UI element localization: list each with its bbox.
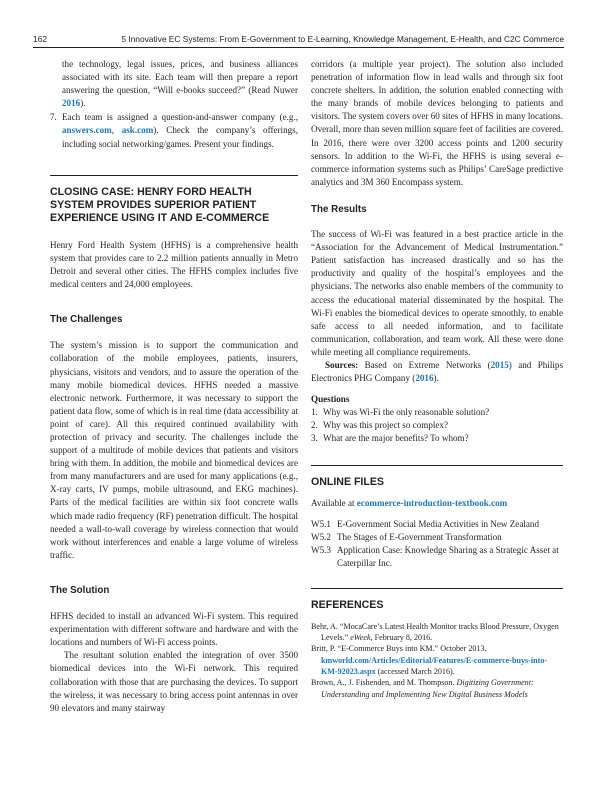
header-rule (33, 47, 564, 48)
challenges-text: The system’s mission is to support the communication and collaboration of the mobile employees, patients, insurers, physicians, visitors and vendors, and to assure the operation of the many mobile biomedical devices. HFHS needed a massive electronic network. Furthermore, it was necessary to support the patient data flow, some of which is in real time (data accessibility at point of care). All this required continued availability with protection of privacy and security. The challenges include the support of a multitude of mobile devices that patients and visitors bring with them. In addition, the mobile and biomedical devices are from many manufacturers and are used for many applications (e.g., X-ray carts, IV pumps, mobile ultrasound, and EKG machines). Parts of the medical facilities are within six foot concrete walls which made radio frequency (RF) penetration difficult. The hospital needed a wall-to-wall coverage by wireless connection that would work without interferences and enable a large volume of wireless traffic. (50, 340, 298, 560)
challenges-heading: The Challenges (50, 314, 123, 326)
textbook-link[interactable]: ecommerce-introduction-textbook.com (356, 497, 508, 508)
citation-link[interactable]: 2016 (415, 373, 434, 384)
section-rule (50, 175, 298, 176)
solution-continuation: corridors (a multiple year project). The solution also included penetration of information flow in lead walls and through six foot concrete shelters. In addition, the solution enabled connecting with the many brands of mobile devices belonging to patients and visitors. The system covers over 60 sites of HFHS in many locations. Overall, more than seven million square feet of facilities are covered. In 2016, there were over 3200 access points and 1200 security sensors. In addition to the Wi-Fi, the HFHS is using several e-commerce information systems such as Philips’ CareSage predictive analytics and 3M 360 Encompass system. (311, 59, 563, 187)
answers-link[interactable]: answers.com (62, 125, 112, 136)
references-heading: REFERENCES (311, 599, 384, 612)
question-item: 3. What are the major benefits? To whom? (311, 433, 469, 444)
citation-link[interactable]: 2015 (490, 359, 509, 370)
questions-heading: Questions (311, 394, 350, 405)
ask-link[interactable]: ask.com (121, 125, 154, 136)
available-at: Available at ecommerce-introduction-textbook.com (311, 497, 508, 508)
online-file-item: W5.1 E-Government Social Media Activities in New Zealand (311, 519, 540, 530)
results-heading: The Results (311, 203, 367, 215)
online-file-item: W5.2 The Stages of E-Government Transformation (311, 532, 502, 543)
reference-item: Behr, A. “MocaCare’s Latest Health Monitor tracks Blood Pressure, Oxygen Levels.” eWeek, February 8, 2016. (311, 621, 559, 643)
case-intro: Henry Ford Health System (HFHS) is a comprehensive health system that provides care to 2.2 million patients annually in Metro Detroit and several other cities. The HFHS complex includes five medical centers and 24,000 employees. (50, 239, 298, 290)
running-header (33, 32, 564, 46)
left-column (50, 58, 298, 715)
question-item: 2. Why was this project so complex? (311, 420, 449, 431)
closing-case-title: CLOSING CASE: HENRY FORD HEALTH SYSTEM PROVIDES SUPERIOR PATIENT EXPERIENCE USING IT AND E-COMMERCE (50, 185, 270, 225)
reference-item: Brown, A., J. Fishenden, and M. Thompson. Digitizing Government: Understanding and Implementing New Digital Business Models (311, 678, 534, 699)
section-rule (311, 588, 563, 589)
page-number: 162 (33, 34, 47, 44)
exercise-6-continuation: the technology, legal issues, prices, and business alliances associated with its site. Each team will then prepare a report answering the question, “Will e-books succeed?” (Read Nuwer 2016). (62, 59, 298, 109)
online-file-item: W5.3 Application Case: Knowledge Sharing as a Strategic Asset at Caterpillar Inc. (311, 545, 559, 569)
exercise-7: 7. Each team is assigned a question-and-answer company (e.g., answers.com, ask.com). Check the company’s offerings, including social networking/games. Present your findings. (50, 112, 298, 149)
online-files-heading: ONLINE FILES (311, 475, 384, 488)
solution-text-2: The resultant solution enabled the integration of over 3500 biomedical devices into the Wi-Fi network. This required collaboration with those that are purchasing the devices. To support the wireless, it was necessary to bring access point antennas in over 90 elevators and many stairway (50, 650, 298, 713)
kmworld-link[interactable]: kmworld.com/Articles/Editorial/Features/E-commerce-buys-into-KM-92023.aspx (321, 655, 548, 676)
reference-item: Britt, P. “E-Commerce Buys into KM.” October 2013. kmworld.com/Articles/Editorial/Features/E-commerce-buys-into-KM-92023.aspx (accessed March 2016). (311, 644, 548, 676)
solution-text-1: HFHS decided to install an advanced Wi-Fi system. This required experimentation with different software and hardware and with the locations and numbers of Wi-Fi access points. (50, 611, 298, 648)
results-text: The success of Wi-Fi was featured in a best practice article in the “Association for the Advancement of Medical Instrumentation.” Patient satisfaction has increased drastically and so has the productivity and quality of the hospital’s employees and the physicians. The networks also enable members of the community to access the educational material disseminated by the hospital. The Wi-Fi enables the biomedical devices to operate smoothly, to enable safe access to all needed information, and to facilitate communication, collaboration, and team work. All these were done while meeting all compliance requirements. (311, 229, 563, 357)
citation-link[interactable]: 2016 (62, 98, 81, 109)
running-title: 5 Innovative EC Systems: From E-Government to E-Learning, Knowledge Management, E-Health, and C2C Commerce (121, 34, 564, 44)
right-column (311, 58, 563, 700)
section-rule (311, 465, 563, 466)
sources-text: Sources: Based on Extreme Networks (2015) and Philips Electronics PHG Company (2016). (311, 359, 563, 384)
question-item: 1. Why was Wi-Fi the only reasonable solution? (311, 407, 490, 418)
solution-heading: The Solution (50, 584, 110, 596)
